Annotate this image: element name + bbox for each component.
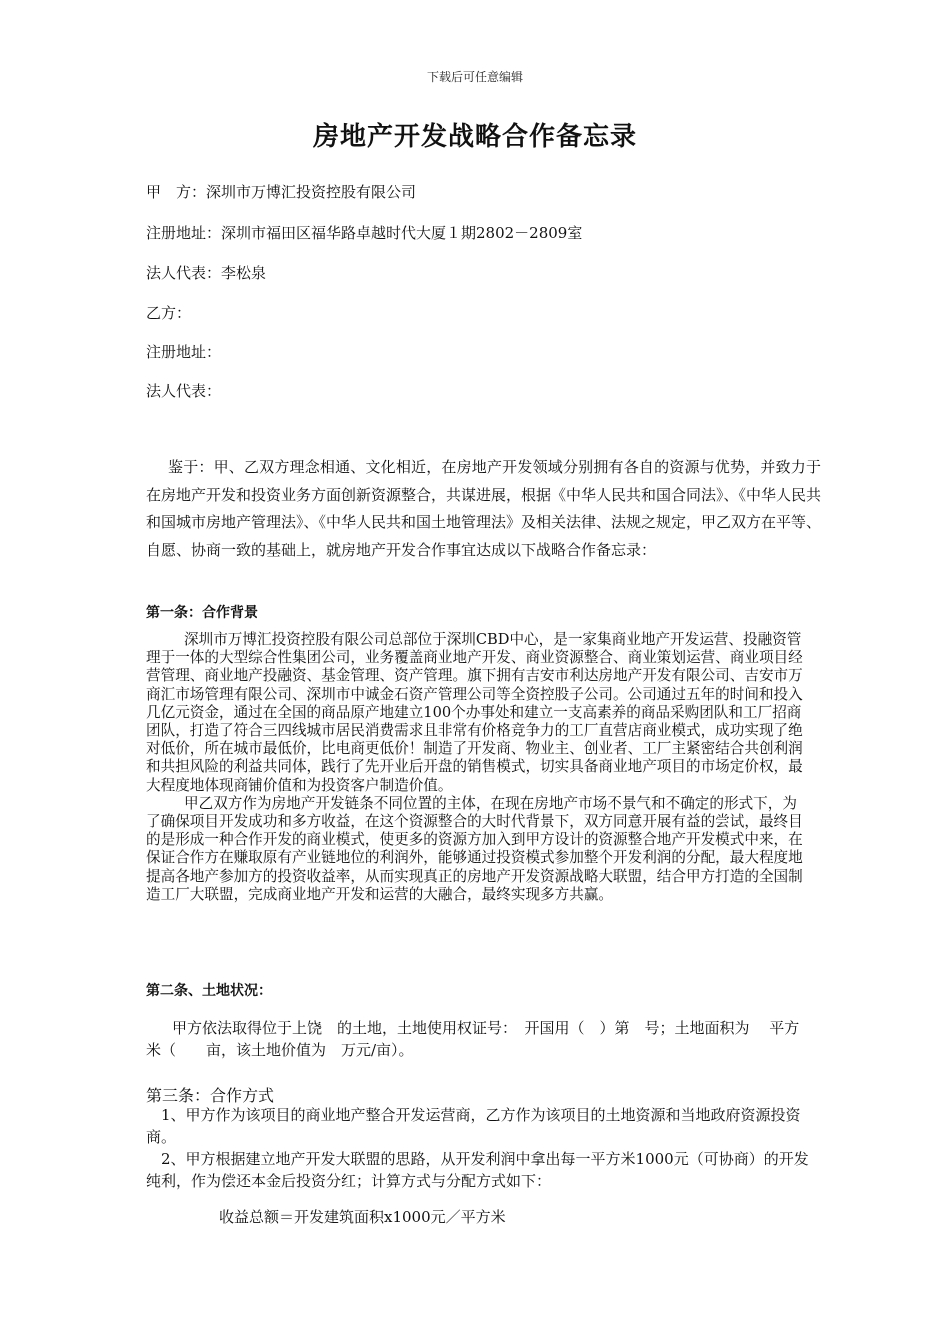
article-2-body [146,1017,811,1061]
article-3-item-1: 1、甲方作为该项目的商业地产整合开发运营商，乙方作为该项目的土地资源和当地政府资源投资商。 [146,1106,801,1146]
party-b-address: 注册地址： [146,343,222,361]
article-2-heading: 第二条、土地状况： [146,983,272,999]
article-1-body [146,631,811,904]
party-a-address: 注册地址：深圳市福田区福华路卓越时代大厦１期2802－2809室 [146,224,583,242]
profit-formula: 收益总额＝开发建筑面积x1000元／平方米 [219,1208,506,1226]
article-3-heading: 第三条：合作方式 [146,1086,275,1105]
party-a-name: 甲 方：深圳市万博汇投资控股有限公司 [146,183,417,201]
party-a-representative: 法人代表：李松泉 [146,264,267,282]
preamble-text: 鉴于：甲、乙双方理念相通、文化相近，在房地产开发领域分别拥有各自的资源与优势，并致力于在房地产开发和投资业务方面创新资源整合，共谋进展，根据《中华人民共和国合同法》、《中华人民共和国城市房地产管理法》、《中华人民共和国土地管理法》及相关法律、法规之规定，甲乙双方在平等、自愿、协商一致的基础上，就房地产开发合作事宜达成以下战略合作备忘录： [146,458,822,559]
party-b-representative: 法人代表： [146,382,222,400]
article-1-paragraph-2: 甲乙双方作为房地产开发链条不同位置的主体，在现在房地产市场不景气和不确定的形式下，为了确保项目开发成功和多方收益，在这个资源整合的大时代背景下，双方同意开展有益的尝试，最终目的是形成一种合作开发的商业模式，使更多的资源方加入到甲方设计的资源整合地产开发模式中来，在保证合作方在赚取原有产业链地位的利润外，能够通过投资模式参加整个开发利润的分配，最大程度地提高各地产参加方的投资收益率，从而实现真正的房地产开发资源战略大联盟，结合甲方打造的全国制造工厂大联盟，完成商业地产开发和运营的大融合，最终实现多方共赢。 [146,794,803,903]
article-1-paragraph-1: 深圳市万博汇投资控股有限公司总部位于深圳CBD中心，是一家集商业地产开发运营、投融资管理于一体的大型综合性集团公司，业务覆盖商业地产开发、商业资源整合、商业策划运营、商业项目经营管理、商业地产投融资、基金管理、资产管理。旗下拥有吉安市利达房地产开发有限公司、吉安市万商汇市场管理有限公司、深圳市中诚金石资产管理公司等全资控股子公司。公司通过五年的时间和投入几亿元资金，通过在全国的商品原产地建立100个办事处和建立一支高素养的商品采购团队和工厂招商团队，打造了符合三四线城市居民消费需求且非常有价格竞争力的工厂直营店商业模式，成功实现了绝对低价，所在城市最低价，比电商更低价！制造了开发商、物业主、创业者、工厂主紧密结合共创利润和共担风险的利益共同体，践行了先开业后开盘的销售模式，切实具备商业地产项目的市场定价权，最大程度地体现商铺价值和为投资客户制造价值。 [146,631,803,794]
article-2-text: 甲方依法取得位于上饶 的土地，土地使用权证号： 开国用（ ）第 号；土地面积为 平方米（ 亩，该土地价值为 万元/亩）。 [146,1019,800,1059]
article-3-item-2: 2、甲方根据建立地产开发大联盟的思路，从开发利润中拿出每一平方米1000元（可协商）的开发纯利，作为偿还本金后投资分红；计算方式与分配方式如下： [146,1150,809,1190]
preamble [146,454,821,564]
party-b-name: 乙方： [146,304,192,322]
download-note: 下载后可任意编辑 [426,70,523,84]
article-3-body [146,1104,811,1192]
document-title: 房地产开发战略合作备忘录 [312,122,637,152]
article-1-heading: 第一条：合作背景 [146,605,258,621]
